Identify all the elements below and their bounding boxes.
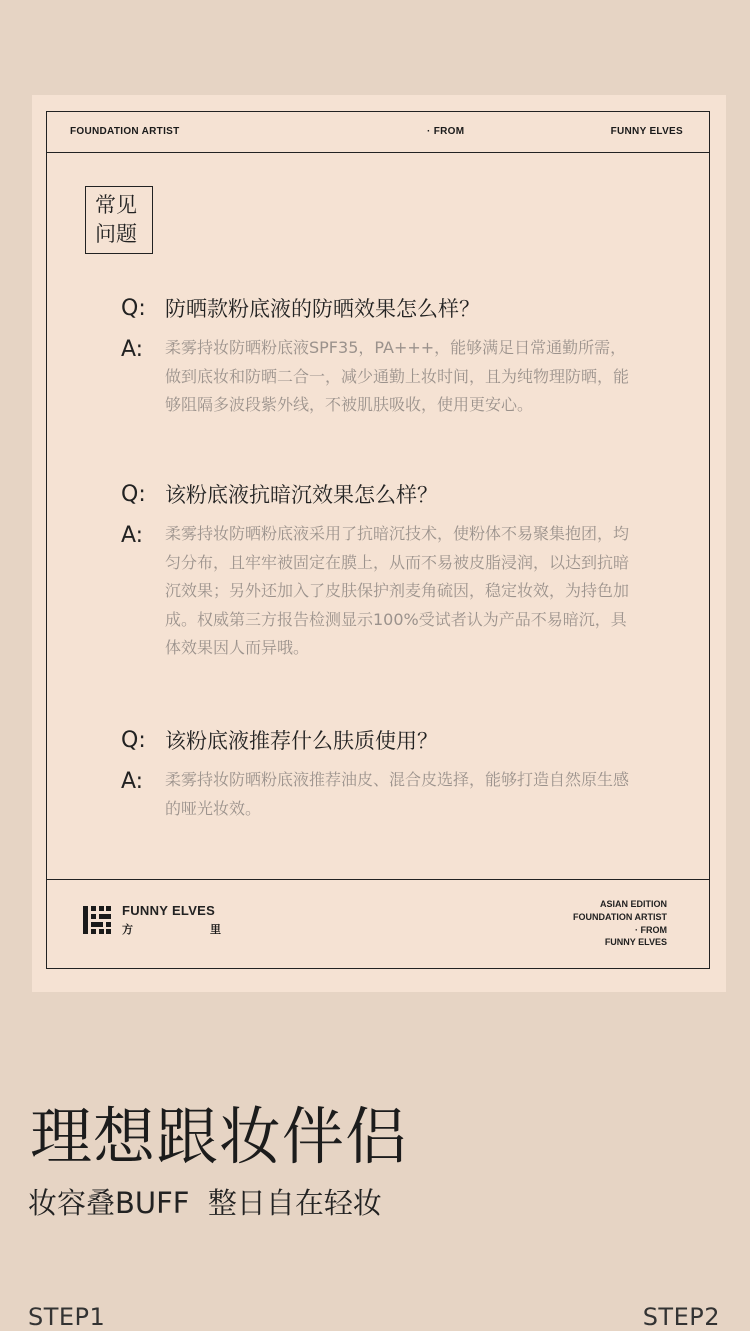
card-footer: [47, 879, 709, 968]
edition-line: FOUNDATION ARTIST: [573, 911, 667, 922]
faq-answer: [121, 520, 641, 663]
step1-label: STEP1: [28, 1303, 106, 1331]
header-bar: [47, 112, 709, 153]
footer-brand-cn-1: 方: [122, 923, 133, 936]
a-marker: A:: [121, 523, 144, 548]
edition-block: [573, 898, 667, 949]
q-marker: Q:: [121, 296, 146, 321]
faq-answer: [121, 766, 641, 823]
answer-text: 柔雾持妆防晒粉底液SPF35，PA+++，能够满足日常通勤所需，做到底妆和防晒二合一，减少通勤上妆时间，且为纯物理防晒，能够阻隔多波段紫外线，不被肌肤吸收，使用更安心。: [165, 338, 630, 414]
question-text: 该粉底液推荐什么肤质使用？: [165, 729, 438, 753]
faq-question: [121, 294, 641, 324]
question-text: 防晒款粉底液的防晒效果怎么样？: [165, 297, 480, 321]
q-marker: Q:: [121, 728, 146, 753]
edition-line: ASIAN EDITION: [599, 899, 667, 909]
faq-item-1: [121, 294, 641, 420]
faq-frame: [46, 111, 710, 969]
brand-logo-icon: [83, 906, 111, 934]
faq-question: [121, 726, 641, 756]
faq-card: [32, 95, 726, 992]
question-text: 该粉底液抗暗沉效果怎么样？: [165, 483, 438, 507]
badge-line-1: 常见: [95, 193, 137, 217]
header-middle-text: · FROM: [427, 126, 465, 137]
badge-line-2: 问题: [95, 222, 137, 246]
subheadline: 妆容叠BUFF 整日自在轻妆: [28, 1186, 382, 1220]
a-marker: A:: [121, 337, 144, 362]
faq-item-3: [121, 726, 641, 823]
headline: 理想跟妆伴侣: [30, 1100, 409, 1173]
footer-brand-cn-2: 里: [210, 923, 221, 936]
answer-text: 柔雾持妆防晒粉底液采用了抗暗沉技术，使粉体不易聚集抱团，均匀分布，且牢牢被固定在膜上，从而不易被皮脂浸润，以达到抗暗沉效果；另外还加入了皮肤保护剂麦角硫因，稳定妆效，为持色加成。权威第三方报告检测显示100%受试者认为产品不易暗沉，具体效果因人而异哦。: [165, 524, 630, 657]
footer-brand-name: FUNNY ELVES: [122, 903, 216, 918]
a-marker: A:: [121, 769, 144, 794]
step2-label: STEP2: [642, 1303, 720, 1331]
answer-text: 柔雾持妆防晒粉底液推荐油皮、混合皮选择，能够打造自然原生感的哑光妆效。: [165, 770, 630, 818]
header-right-text: FUNNY ELVES: [610, 126, 683, 137]
faq-answer: [121, 334, 641, 420]
faq-badge: [85, 186, 153, 254]
faq-item-2: [121, 480, 641, 663]
q-marker: Q:: [121, 482, 146, 507]
edition-line: · FROM: [635, 924, 667, 935]
faq-question: [121, 480, 641, 510]
edition-line: FUNNY ELVES: [604, 937, 667, 948]
header-left-text: FOUNDATION ARTIST: [70, 126, 180, 137]
